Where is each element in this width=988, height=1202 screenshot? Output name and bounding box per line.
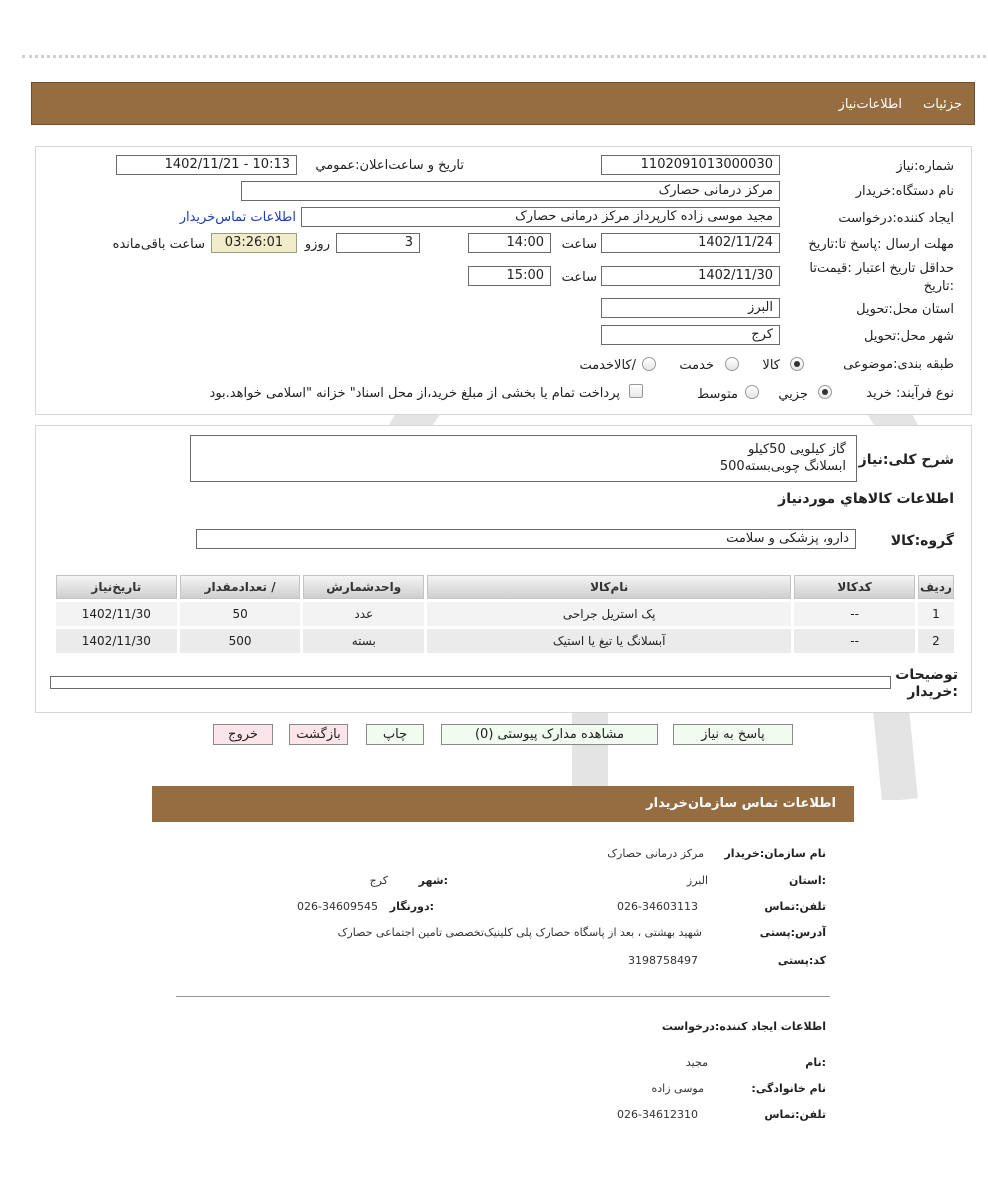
creator-family-value: موسی زاده [651,1082,704,1095]
top-divider [22,55,986,58]
table-header-row [56,575,954,599]
contact-phone-value: 026-34603113 [617,900,698,913]
cell-row: 1 [918,602,954,626]
validity-date-field: 1402/11/30 [601,266,780,286]
process-medium-radio[interactable] [745,385,759,399]
creator-name-value: مجید [685,1056,708,1069]
cell-unit: عدد [303,602,424,626]
remaining-label: ساعت باقی‌مانده [112,237,205,252]
goods-info-label: اطلاعات کالاهاي مورد‌نیاز [778,491,954,507]
contact-postal-value: 3198758497 [628,954,698,967]
contact-city-value: کرج [369,874,388,887]
process-minor-radio[interactable] [818,385,832,399]
contact-address-label: آدرس:پستی [759,926,826,939]
description-label: شرح کلی:نیاز [858,452,954,468]
org-name-label: نام سازمان:خریدار [724,847,826,860]
creator-phone-value: 026-34612310 [617,1108,698,1121]
description-box [190,435,857,482]
category-service-radio[interactable] [725,357,739,371]
contact-header [152,786,854,822]
col-code: کدکالا [794,575,915,599]
buyer-contact-link[interactable]: اطلاعات تماس‌خریدار [179,210,296,225]
col-name: نام‌کالا [427,575,791,599]
col-qty: / تعدادمقدار [180,575,301,599]
province-label: استان محل:تحویل [856,302,954,317]
process-label: نوع فرآیند: خرید [866,386,954,401]
creator-field: مجید موسی زاده کارپرداز مرکز درمانی حصارک [301,207,780,227]
buyer-org-field: مرکز درمانی حصارک [241,181,780,201]
buyer-org-label: نام دستگاه:خریدار [855,184,954,199]
days-label: روزو [304,237,330,252]
category-label: طبقه بندی:موضوعی [843,357,954,372]
goods-table-wrap [53,572,957,656]
contact-address-value: شهید بهشتی ، بعد از پاسگاه حصارک پلی کلینیک‌تخصصی تامین اجتماعی حصارک [337,926,702,939]
buyer-notes-field [50,676,891,689]
contact-city-label: :شهر [418,874,448,887]
description-line-1: گاز کیلویی 50کیلو [748,442,846,457]
contact-divider [176,996,830,997]
contact-phone-label: تلفن:تماس [764,900,826,913]
tab-need-info[interactable]: اطلاعات‌نیاز [838,97,902,112]
back-button[interactable]: بازگشت [289,724,348,745]
exit-button[interactable]: خروج [213,724,273,745]
cell-code: -- [794,629,915,653]
contact-fax-label: :دورنگار [389,900,434,913]
creator-label: ایجاد کننده:درخواست [838,211,954,226]
deadline-time-label: ساعت [561,237,597,252]
creator-name-label: :نام [805,1056,826,1069]
description-line-2: ابسلانگ چوبی‌بسته500 [719,459,846,474]
cell-name: پک استریل جراحی [427,602,791,626]
tab-details[interactable]: جزئیات [923,97,962,112]
category-service-label: خدمت [679,358,714,373]
col-unit: واحدشمارش [303,575,424,599]
announce-field: 1402/11/21 - 10:13 [116,155,297,175]
contact-postal-label: کد:پستی [777,954,826,967]
cell-qty: 500 [180,629,301,653]
cell-unit: بسته [303,629,424,653]
need-number-label: شماره:نیاز [896,159,954,174]
creator-phone-label: تلفن:تماس [764,1108,826,1121]
category-goods-label: کالا [762,358,780,373]
treasury-payment-checkbox[interactable] [629,384,643,398]
deadline-date-field: 1402/11/24 [601,233,780,253]
org-name-value: مرکز درمانی حصارک [607,847,704,860]
deadline-label: مهلت ارسال :پاسخ تا:تاریخ [808,237,954,252]
cell-qty: 50 [180,602,301,626]
category-both-radio[interactable] [642,357,656,371]
cell-row: 2 [918,629,954,653]
validity-time-field: 15:00 [468,266,551,286]
cell-date: 1402/11/30 [56,602,177,626]
creator-family-label: نام خانوادگی: [751,1082,826,1095]
remaining-time: 03:26:01 [211,233,297,253]
category-goods-radio[interactable] [790,357,804,371]
contact-fax-value: 026-34609545 [297,900,378,913]
goods-table [53,572,957,656]
treasury-payment-note: پرداخت تمام یا بخشی از مبلغ خرید،از محل اسناد" خزانه "اسلامی خواهد.بود [209,386,620,401]
goods-group-field: دارو، پزشکی و سلامت [196,529,856,549]
col-date: تاریخ‌نیاز [56,575,177,599]
goods-group-label: گروه:کالا [890,533,954,549]
announce-label: تاريخ و ساعت‌اعلان:عمومي [315,158,464,173]
province-field: البرز [601,298,780,318]
cell-code: -- [794,602,915,626]
process-medium-label: متوسط [697,387,738,402]
contact-province-label: :استان [789,874,826,887]
buyer-notes-label: توضیحات :خریدار [895,667,958,700]
table-row [56,629,954,653]
process-minor-label: جزيي [778,387,808,402]
col-row: ردیف [918,575,954,599]
validity-time-label: ساعت [561,270,597,285]
contact-province-value: البرز [686,874,708,887]
contact-title: اطلاعات تماس سازمان‌خریدار [646,796,836,811]
city-label: شهر محل:تحویل [864,329,954,344]
cell-name: آبسلانگ یا تیغ یا استیک [427,629,791,653]
need-number-field: 1102091013000030 [601,155,780,175]
days-field: 3 [336,233,420,253]
validity-label: حداقل تاريخ اعتبار :قيمت‌تا :تاريخ [809,261,954,294]
creator-info-title: اطلاعات ایجاد کننده:درخواست [661,1020,826,1033]
attachments-button[interactable]: مشاهده مدارک پیوستی (0) [441,724,658,745]
reply-button[interactable]: پاسخ به نیاز [673,724,793,745]
cell-date: 1402/11/30 [56,629,177,653]
table-row [56,602,954,626]
city-field: کرج [601,325,780,345]
category-both-label: /کالاخدمت [579,358,636,373]
print-button[interactable]: چاپ [366,724,424,745]
deadline-time-field: 14:00 [468,233,551,253]
page-header [31,82,975,125]
